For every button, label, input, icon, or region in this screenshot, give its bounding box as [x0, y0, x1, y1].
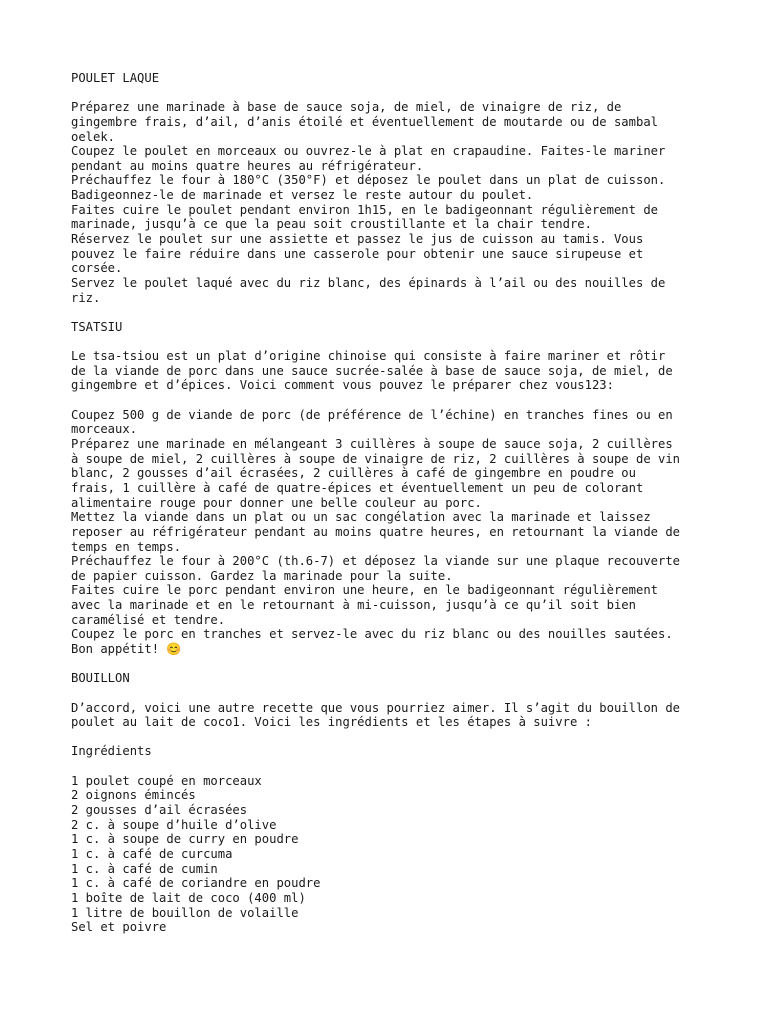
text-line: BOUILLON — [71, 671, 130, 686]
text-line: Mettez la viande dans un plat ou un sac congélation avec la marinade et laissez — [71, 510, 651, 525]
text-line: frais, 1 cuillère à café de quatre-épices et éventuellement un peu de colorant — [71, 480, 644, 495]
text-line: Le tsa-tsiou est un plat d’origine chinoise qui consiste à faire mariner et rôtir — [71, 349, 666, 364]
text-line: pouvez le faire réduire dans une casserole pour obtenir une sauce sirupeuse et — [71, 246, 644, 261]
text-line: de papier cuisson. Gardez la marinade pour la suite. — [71, 568, 453, 583]
text-line: Préparez une marinade à base de sauce soja, de miel, de vinaigre de riz, de — [71, 100, 622, 115]
text-line: riz. — [71, 290, 101, 305]
text-line: 2 c. à soupe d’huile d’olive — [71, 817, 277, 832]
text-line: Réservez le poulet sur une assiette et passez le jus de cuisson au tamis. Vous — [71, 232, 644, 247]
text-line: Préparez une marinade en mélangeant 3 cuillères à soupe de sauce soja, 2 cuillères — [71, 437, 673, 452]
text-line: gingembre et d’épices. Voici comment vous pouvez le préparer chez vous123: — [71, 378, 614, 393]
text-line: marinade, jusqu’à ce que la peau soit croustillante et la chair tendre. — [71, 217, 592, 232]
text-line: de la viande de porc dans une sauce sucrée-salée à base de sauce soja, de miel, de — [71, 363, 673, 378]
text-line: oelek. — [71, 129, 116, 144]
blank-line — [71, 730, 711, 745]
text-line: reposer au réfrigérateur pendant au moins quatre heures, en retournant la viande de — [71, 524, 681, 539]
blank-line — [71, 686, 711, 701]
text-line: 1 c. à café de cumin — [71, 861, 218, 876]
text-line: Préchauffez le four à 180°C (350°F) et déposez le poulet dans un plat de cuisson. — [71, 173, 666, 188]
text-line: Bon appétit! 😊 — [71, 641, 182, 656]
blank-line — [71, 759, 711, 774]
text-line: Ingrédients — [71, 744, 152, 759]
text-line: D’accord, voici une autre recette que vous pourriez aimer. Il s’agit du bouillon de — [71, 700, 681, 715]
text-line: Faites cuire le porc pendant environ une heure, en le badigeonnant régulièrement — [71, 583, 658, 598]
text-line: blanc, 2 gousses d’ail écrasées, 2 cuillères à café de gingembre en poudre ou — [71, 466, 636, 481]
text-line: Coupez le poulet en morceaux ou ouvrez-le à plat en crapaudine. Faites-le mariner — [71, 144, 666, 159]
text-line: 1 poulet coupé en morceaux — [71, 773, 262, 788]
text-line: 1 c. à soupe de curry en poudre — [71, 832, 299, 847]
blank-line — [71, 86, 711, 101]
text-line: Faites cuire le poulet pendant environ 1h15, en le badigeonnant régulièrement de — [71, 202, 658, 217]
blank-line — [71, 393, 711, 408]
text-line: poulet au lait de coco1. Voici les ingrédients et les étapes à suivre : — [71, 715, 592, 730]
blank-line — [71, 305, 711, 320]
text-line: Servez le poulet laqué avec du riz blanc, des épinards à l’ail ou des nouilles de — [71, 275, 666, 290]
blank-line — [71, 335, 711, 350]
text-line: temps en temps. — [71, 539, 182, 554]
text-line: Coupez le porc en tranches et servez-le avec du riz blanc ou des nouilles sautées. — [71, 627, 673, 642]
text-line: gingembre frais, d’ail, d’anis étoilé et éventuellement de moutarde ou de sambal — [71, 114, 658, 129]
text-line: caramélisé et tendre. — [71, 612, 226, 627]
document-page — [71, 71, 711, 935]
text-line: 1 c. à café de curcuma — [71, 846, 233, 861]
text-line: POULET LAQUE — [71, 71, 160, 85]
blank-line — [71, 657, 711, 672]
text-line: Préchauffez le four à 200°C (th.6-7) et déposez la viande sur une plaque recouverte — [71, 554, 681, 569]
text-line: 2 oignons émincés — [71, 788, 196, 803]
text-line: corsée. — [71, 261, 123, 276]
text-line: alimentaire rouge pour donner une belle couleur au porc. — [71, 495, 482, 510]
text-line: 2 gousses d’ail écrasées — [71, 803, 248, 818]
text-line: Sel et poivre — [71, 920, 167, 935]
text-line: à soupe de miel, 2 cuillères à soupe de vinaigre de riz, 2 cuillères à soupe de vin — [71, 451, 681, 466]
text-line: pendant au moins quatre heures au réfrigérateur. — [71, 158, 424, 173]
text-line: Coupez 500 g de viande de porc (de préférence de l’échine) en tranches fines ou en — [71, 407, 673, 422]
text-line: 1 c. à café de coriandre en poudre — [71, 876, 321, 891]
text-line: avec la marinade et en le retournant à mi-cuisson, jusqu’à ce qu’il soit bien — [71, 598, 636, 613]
text-line: Badigeonnez-le de marinade et versez le reste autour du poulet. — [71, 188, 534, 203]
text-line: TSATSIU — [71, 319, 123, 334]
text-line: morceaux. — [71, 422, 138, 437]
text-line: 1 litre de bouillon de volaille — [71, 905, 299, 920]
text-line: 1 boîte de lait de coco (400 ml) — [71, 890, 306, 905]
